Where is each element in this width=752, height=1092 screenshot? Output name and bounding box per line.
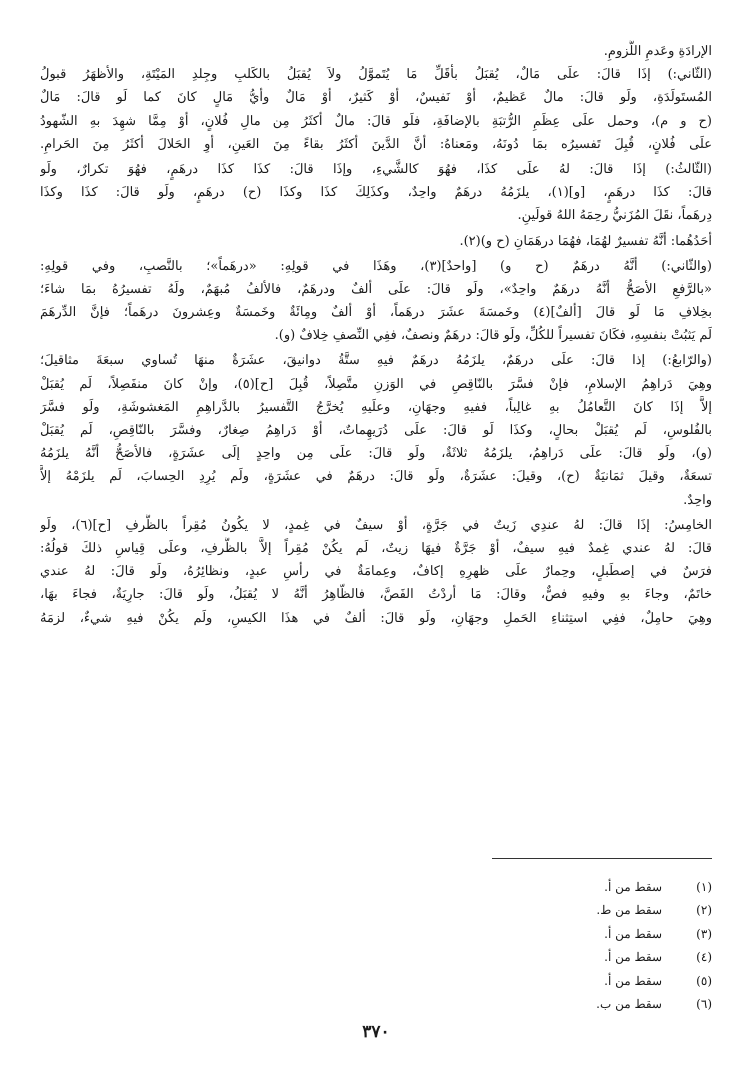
text-line: تسعَةٌ، وقيلَ ثمَانيَةٌ (ح)، وقيلَ: عشَرَةٌ، ولَو قالَ: درهَمٌ في عشَرَةٍ، ولَم يُرِدِ الحِسابَ، لَم يلزَمْهُ إلاَّ [40, 469, 712, 485]
footnote-number: (٥) [696, 973, 712, 988]
text-line: قالَ: كذَا درهَمٍ، [و](١)، يلزَمُهُ درهَمٌ واحِدٌ، وكذَلِكَ كذَا وكذَا (ح) درهَمٍ، ولَو قالَ: كذَا وكذَا [40, 185, 712, 201]
footnote-text: سقط من أ. [604, 926, 662, 941]
text-line: (والرّابعُ:) إذا قالَ: علَى درهَمٌ، يلزَمُهُ درهَمٌ فيهِ ستَّةُ دوانيقَ، عشَرَةٌ منهَا تُساوي سبعَةَ مثاقيلَ؛ [40, 353, 712, 369]
text-line: إلاَّ إذَا كانَ التَّعامُلُ بهِ غالِباً، ففيهِ وجهَانِ، وعلَيهِ يُخرَّجُ التَّفسيرُ بالدَّراهِمِ المَغشوشَةِ، ولَو فسَّرَ [40, 399, 712, 415]
text-line: علَى فُلانٍ، قُبِلَ تَفسيرُه بمَا دُونَهُ، ومَعناهُ: أنَّ الدَّينَ أكثَرُ بقاءً مِنَ العَينِ، أوِ الحَلالَ أكثَرُ مِنَ الحَرامِ. [40, 136, 712, 152]
footnote-text: سقط من ط. [596, 903, 662, 918]
footnote [512, 876, 712, 899]
text-line: (الثّاني:) إذَا قالَ: علَى مَالٌ، يُقبَلُ بأقَلِّ مَا يُتَموَّلُ ولاَ يُقبَلُ بالكَلبِ وجِلدِ المَيْتَةِ، والأظهَرُ قبولُ [40, 67, 712, 83]
footnote [512, 970, 712, 993]
footnote-text: سقط من أ. [604, 973, 662, 988]
text-line: الإرادَةِ وعَدمِ اللُّزومِ. [603, 44, 712, 59]
footnote-number: (١) [696, 880, 712, 894]
main-text [40, 40, 712, 630]
footnote-text: سقط من أ. [604, 950, 662, 965]
footnote [512, 923, 712, 946]
text-line: الخامِسُ: إذَا قالَ: لهُ عندِي زَيتٌ في جَرَّةٍ، أوْ سيفٌ في غِمدٍ، لا يكُونُ مُقِراً بالظَّرفِ [ح](٦)، ولَو [40, 517, 712, 533]
text-line: وهِيَ دَراهِمُ الإسلامِ، فإنْ فسَّرَ بالنّاقِصِ في الوَزنِ متَّصِلاً، قُبِلَ [ح](٥)، وإنْ كانَ منفَصِلاً، لَم يُقبَلْ [40, 376, 712, 392]
footnotes [512, 876, 712, 1016]
footnote-divider [492, 858, 712, 859]
text-line: أحَدُهُما: أنَّهُ تفسيرٌ لهُمَا، فهُمَا درهَمَانِ (ح و)(٢). [459, 233, 712, 249]
text-line: بالفُلوسِ، لَم يُقبَلْ بحالٍ، وكذَا لَو قالَ: علَى دُرَيهِماتٌ، أوْ دَراهِمُ صِغارٌ، وفسَّرَ بالنّاقِصِ، لَم يُقبَلْ [40, 423, 712, 438]
text-line: المُستَولَدَةِ، ولَو قالَ: مالٌ عَظيمٌ، أوْ نَفيسٌ، أوْ كَثيرٌ، أوْ مَالٌ وأيُّ مَالٍ كانَ كما لَو قالَ: مَالٌ [40, 90, 712, 106]
text-line: لَم يَثبُتْ بنفسِهِ، فكَانَ تفسيراً للكُلِّ، ولَو قالَ: درهَمٌ ونصفٌ، ففِي النِّصفِ خِلافٌ (و). [274, 328, 712, 344]
text-line: (الثّالثُ:) إذَا قالَ: لهُ علَى كذَا، فهُوَ كالشَّيءِ، وإذَا قالَ: كذَا كذَا درهَمٍ، فهُوَ تكرارٌ، ولَو [40, 161, 712, 177]
text-line: «بالرَّفعِ الأصَحُّ أنَّهُ درهَمٌ واحِدٌ»، ولَو قالَ: علَى ألفٌ ودرهَمٌ، فالألفُ مُبهَمٌ، ولَهُ تفسيرُهُ بمَا شاءَ؛ [40, 281, 712, 297]
text-line: وهِيَ حامِلٌ، ففِي استِثناءِ الحَملِ وجهَانِ، ولَو قالَ: ألفٌ في هذَا الكيسِ، ولَم يكُنْ فيهِ شيءٌ، لزمَهُ [40, 610, 712, 626]
footnote-text: سقط من أ. [604, 880, 662, 894]
page-number: ٣٧٠ [362, 1022, 390, 1042]
text-line: بخِلافِ مَا لَو قالَ [ألفٌ](٤) وخَمسَةَ عشَرَ درهَماً، أوْ ألفٌ ومِائَةٌ وخَمسَةٌ وعِشرونَ درهَماً؛ فإنَّ الدِّرهَمَ [40, 305, 712, 321]
text-line: قالَ: لهُ عندي غِمدٌ فيهِ سيفٌ، أوْ جَرَّةٌ فيهَا زيتٌ، لَم يكُنْ مُقِراً إلاَّ بالظَّرفِ، وعلَى قِياسِ ذلكَ قولُهُ: [40, 540, 712, 556]
footnote-number: (٣) [696, 926, 712, 941]
footnote-number: (٦) [696, 996, 712, 1011]
text-line: فرَسٌ في إصطَبلٍ، وحِمارٌ علَى ظهرِهِ إكافٌ، وعِمامَةٌ في رأسِ عبدٍ، ونظائِرُهُ، ولَو قالَ: لهُ عندي [40, 564, 712, 580]
footnote [512, 946, 712, 969]
footnote-number: (٢) [696, 903, 712, 918]
footnote-number: (٤) [696, 950, 712, 965]
text-line: (ح و م)، وحمل علَى عِظَمِ الرُّتبَةِ بالإضافَةِ، فلَو قالَ: مالٌ أكثَرُ مِن مالِ فُلانٍ، أوْ مِمَّا شهِدَ بهِ الشّهودُ [40, 113, 712, 129]
text-line: خاتَمٌ، وجاءَ بهِ وفيهِ فصٌّ، وقالَ: مَا أردْتُ الفَصَّ، فالظّاهِرُ أنَّهُ لا يُقبَلُ، ولَو قالَ: جارِيَةٌ، فجاءَ بهَا، [40, 587, 712, 603]
text-line: دِرهَماً، نقَلَ المُزَنيُّ رحِمَهُ اللهُ قولَينِ. [517, 208, 712, 224]
text-line: (والثّاني:) أنَّهُ درهَمٌ (ح و) [واحدٌ](٣)، وهَذَا في قولِهِ: «درهَماً»؛ بالنَّصبِ، وفي قولِهِ: [40, 258, 712, 274]
footnote-text: سقط من ب. [596, 996, 662, 1011]
text-line: (و)، ولَو قالَ: علَى دَراهِمُ، يلزَمُهُ ثلاثَةٌ، ولَو قالَ: علَى مِن واحِدٍ إلَى عشَرَةٍ، فالأصَحُّ أنَّهُ يلزَمُهُ [40, 446, 712, 462]
footnote [512, 993, 712, 1016]
text-line: واحِدٌ. [683, 492, 712, 508]
footnote [512, 899, 712, 922]
